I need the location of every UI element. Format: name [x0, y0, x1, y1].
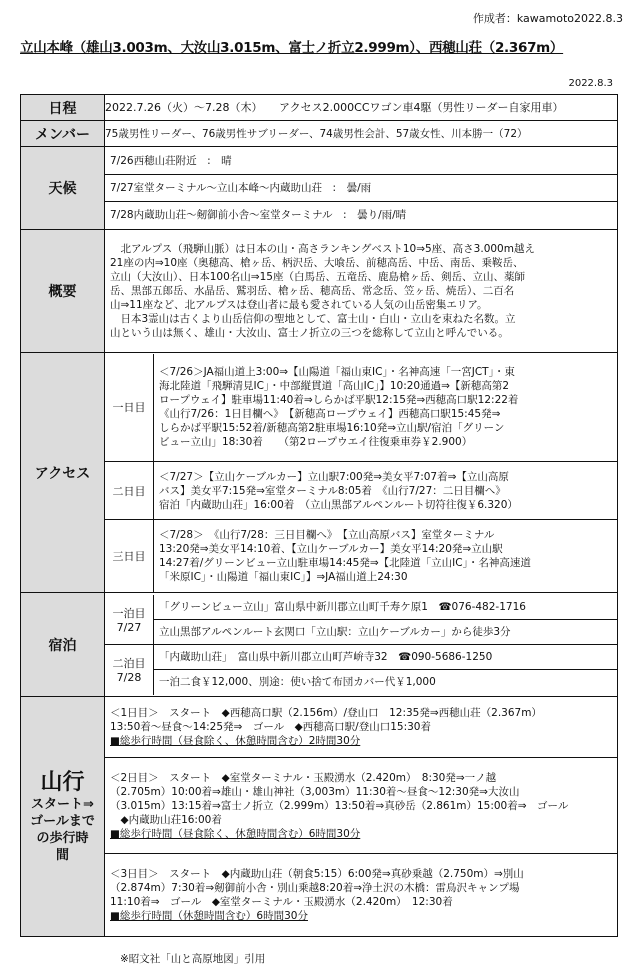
sanko-line: ＜1日目＞ スタート ◆西穂高口駅（2.156m）/登山口 12:35発⇒西穂山荘（2.367m） — [110, 707, 542, 720]
sanko-line: 11:10着⇒ ゴール ◆室堂ターミナル・玉殿湧水（2.420m） 12:30着 — [110, 895, 453, 908]
night-row: 立山黒部アルペンルート玄関口「立山駅：立山ケーブルカー」から徒歩3分 — [154, 620, 618, 645]
gaiyo-line: 21座の内⇒10座（奥穂高、槍ヶ岳、柄沢岳、大喰岳、前穂高岳、中岳、南岳、乗鞍岳、 — [110, 257, 524, 269]
access-day-label: 一日目 — [105, 354, 154, 462]
sanko-cell — [105, 697, 618, 937]
access-line: 《山行7/26：1日目欄へ》 【新穂高ロープウェイ】西穂高口駅15:45発⇒ — [159, 408, 501, 421]
sanko-day — [105, 698, 617, 758]
access-line: 13:20発⇒美女平14:10着、【立山ケーブルカー】美女平14:20発⇒立山駅 — [159, 542, 503, 555]
access-line: しらかば平駅15:52着/新穂高第2駐車場16:10発⇒立山駅/宿泊「グリーン — [159, 422, 505, 435]
member-label: メンバー — [21, 121, 105, 147]
access-day-label: 二日目 — [105, 462, 154, 520]
access-line: ＜7/26＞JA福山道上3:00⇒【山陽道「福山東IC」・名神高速「一宮JCT」・東 — [159, 366, 515, 379]
access-day-text — [154, 462, 618, 520]
access-line: 14:27着/グリーンビュー立山駐車場14:45発⇒【北陸道「立山IC」・名神高速道 — [159, 556, 531, 569]
gaiyo-line: 岳、黒部五郎岳、水晶岳、鷲羽岳、槍ヶ岳、穂高岳、常念岳、笠ヶ岳、焼岳）、二百名 — [110, 285, 515, 297]
access-line: ＜7/27＞【立山ケーブルカー】立山駅7:00発⇒美女平7:07着⇒【立山高原 — [159, 470, 509, 483]
sanko-line: 13:50着〜昼食〜14:25発⇒ ゴール ◆西穂高口駅/登山口15:30着 — [110, 721, 431, 734]
night-row: 「グリーンビュー立山」富山県中新川郡立山町千寿ケ原1 ☎076-482-1716 — [159, 600, 526, 613]
sanko-total: ■総歩行時間（休憩時間含む）6時間30分 — [110, 909, 308, 922]
gaiyo-line: 山という山は無く、雄山・大汝山、富士ノ折立の三つを総称して立山と呼んでいる。 — [110, 327, 509, 339]
nittei-text: 2022.7.26（火）〜7.28（木） アクセス2.000CCワゴン車4駆（男性リーダー自家用車） — [105, 95, 618, 121]
sanko-line: ＜2日目＞ スタート ◆室堂ターミナル・玉殿湧水（2.420m） 8:30発⇒一ノ越 — [110, 771, 497, 784]
nittei-label: 日程 — [21, 95, 105, 121]
access-day-text — [154, 354, 618, 462]
access-line: ロープウェイ】駐車場11:40着⇒しらかば平駅12:15発⇒西穂高口駅12:22着 — [159, 394, 519, 407]
night-row: 一泊二食￥12,000、別途：使い捨て布団カバー代￥1,000 — [154, 670, 618, 695]
sanko-line: ＜3日目＞ スタート ◆内蔵助山荘（朝食5:15）6:00発⇒真砂乗越（2.750m）⇒別山 — [110, 867, 524, 880]
night-row: 「内蔵助山荘」 富山県中新川郡立山町芦峅寺32 ☎090-5686-1250 — [154, 645, 618, 670]
sanko-label-small: ゴールまで — [30, 813, 95, 829]
gaiyo-line: 立山（大汝山）、日本100名山⇒15座（白馬岳、五竜岳、鹿島槍ヶ岳、剣岳、立山、薬師 — [110, 271, 525, 283]
sanko-label-big: 山行 — [40, 769, 85, 795]
access-line: ビュー立山」18:30着 （第2ロープウエイ往復乗車券￥2.900） — [159, 436, 473, 449]
tenki-cell — [105, 147, 618, 230]
sanko-line: （2.874m）7:30着⇒剱御前小舎・別山乗越8:20着⇒浄土沢の木橋：雷鳥沢キャンプ場 — [110, 881, 520, 894]
access-cell — [105, 353, 618, 593]
gaiyo-text — [105, 230, 618, 353]
sanko-total: ■総歩行時間（昼食除く、休憩時間含む）6時間30分 — [110, 827, 361, 840]
sanko-label-small: スタート⇒ — [31, 796, 94, 812]
sanko-label-small: 間 — [55, 847, 69, 863]
tenki-row: 7/26西穂山荘附近 : 晴 — [110, 154, 232, 167]
sanko-day — [105, 854, 617, 936]
access-day-text — [154, 520, 618, 592]
sanko-total: ■総歩行時間（昼食除く、休憩時間含む）2時間30分 — [110, 735, 361, 748]
shukuhaku-cell — [105, 593, 618, 697]
sanko-line: （2.705m）10:00着⇒雄山・雄山神社（3,003m）11:30着〜昼食〜12:30発⇒大汝山 — [110, 785, 520, 798]
night-label — [105, 645, 154, 695]
night-label-1: 二泊目 — [112, 657, 146, 671]
sanko-day — [105, 758, 617, 854]
document-date: 2022.8.3 — [568, 78, 613, 89]
night-label-2: 7/28 — [116, 671, 142, 685]
access-line: 海北陸道「飛騨清見IC」・中部縦貫道「高山IC」】10:20通過⇒【新穂高第2 — [159, 380, 510, 393]
itinerary-table — [20, 94, 618, 937]
page-title: 立山本峰（雄山3.003m、大汝山3.015m、富士ノ折立2.999m）、西穂山荘（2.367m） — [20, 40, 564, 56]
tenki-row: 7/27室堂ターミナル〜立山本峰〜内蔵助山荘 : 曇/雨 — [105, 175, 617, 202]
access-label: アクセス — [21, 353, 105, 593]
gaiyo-line: 日本3霊山は古くより山岳信仰の聖地として、富士山・白山・立山を束ねた名数。立 — [110, 313, 516, 325]
gaiyo-label: 概要 — [21, 230, 105, 353]
member-text: 75歳男性リーダー、76歳男性サブリーダー、74歳男性会計、57歳女性、川本勝一（72） — [105, 121, 618, 147]
gaiyo-line: 北アルプス（飛騨山脈）は日本の山・高さランキングベスト10⇒5座、高さ3.000m越え — [110, 243, 535, 255]
sanko-line: ◆内蔵助山荘16:00着 — [110, 813, 222, 826]
gaiyo-line: 山⇒11座など、北アルプスは登山者に最も愛されている人気の山岳密集エリア。 — [110, 299, 488, 311]
access-line: 宿泊「内蔵助山荘」16:00着 （立山黒部アルペンルート切符往復￥6.320） — [159, 498, 518, 511]
shukuhaku-label: 宿泊 — [21, 593, 105, 697]
access-line: バス】美女平7:15発⇒室堂ターミナル8:05着 《山行7/27：二日目欄へ》 — [159, 484, 506, 497]
access-line: 「米原IC」・山陽道「福山東IC」】⇒JA福山道上24:30 — [159, 570, 408, 583]
sanko-line: （3.015m）13:15着⇒富士ノ折立（2.999m）13:50着⇒真砂岳（2.861m）15:00着⇒ ゴール — [110, 799, 569, 812]
night-label — [105, 595, 154, 645]
sanko-label — [21, 697, 105, 937]
author-credit: 作成者：kawamoto2022.8.3 — [472, 12, 623, 25]
night-label-1: 一泊目 — [112, 606, 146, 620]
night-label-2: 7/27 — [116, 620, 142, 634]
footer-citation: ※昭文社「山と高原地図」引用 — [120, 953, 266, 965]
tenki-label: 天候 — [21, 147, 105, 230]
access-day-label: 三日目 — [105, 520, 154, 592]
sanko-label-small: の歩行時 — [36, 830, 89, 846]
tenki-row: 7/28内蔵助山荘〜剱御前小舎〜室堂ターミナル : 曇り/雨/晴 — [105, 202, 617, 229]
access-line: ＜7/28＞ 《山行7/28：三日目欄へ》 【立山高原バス】室堂ターミナル — [159, 528, 495, 541]
